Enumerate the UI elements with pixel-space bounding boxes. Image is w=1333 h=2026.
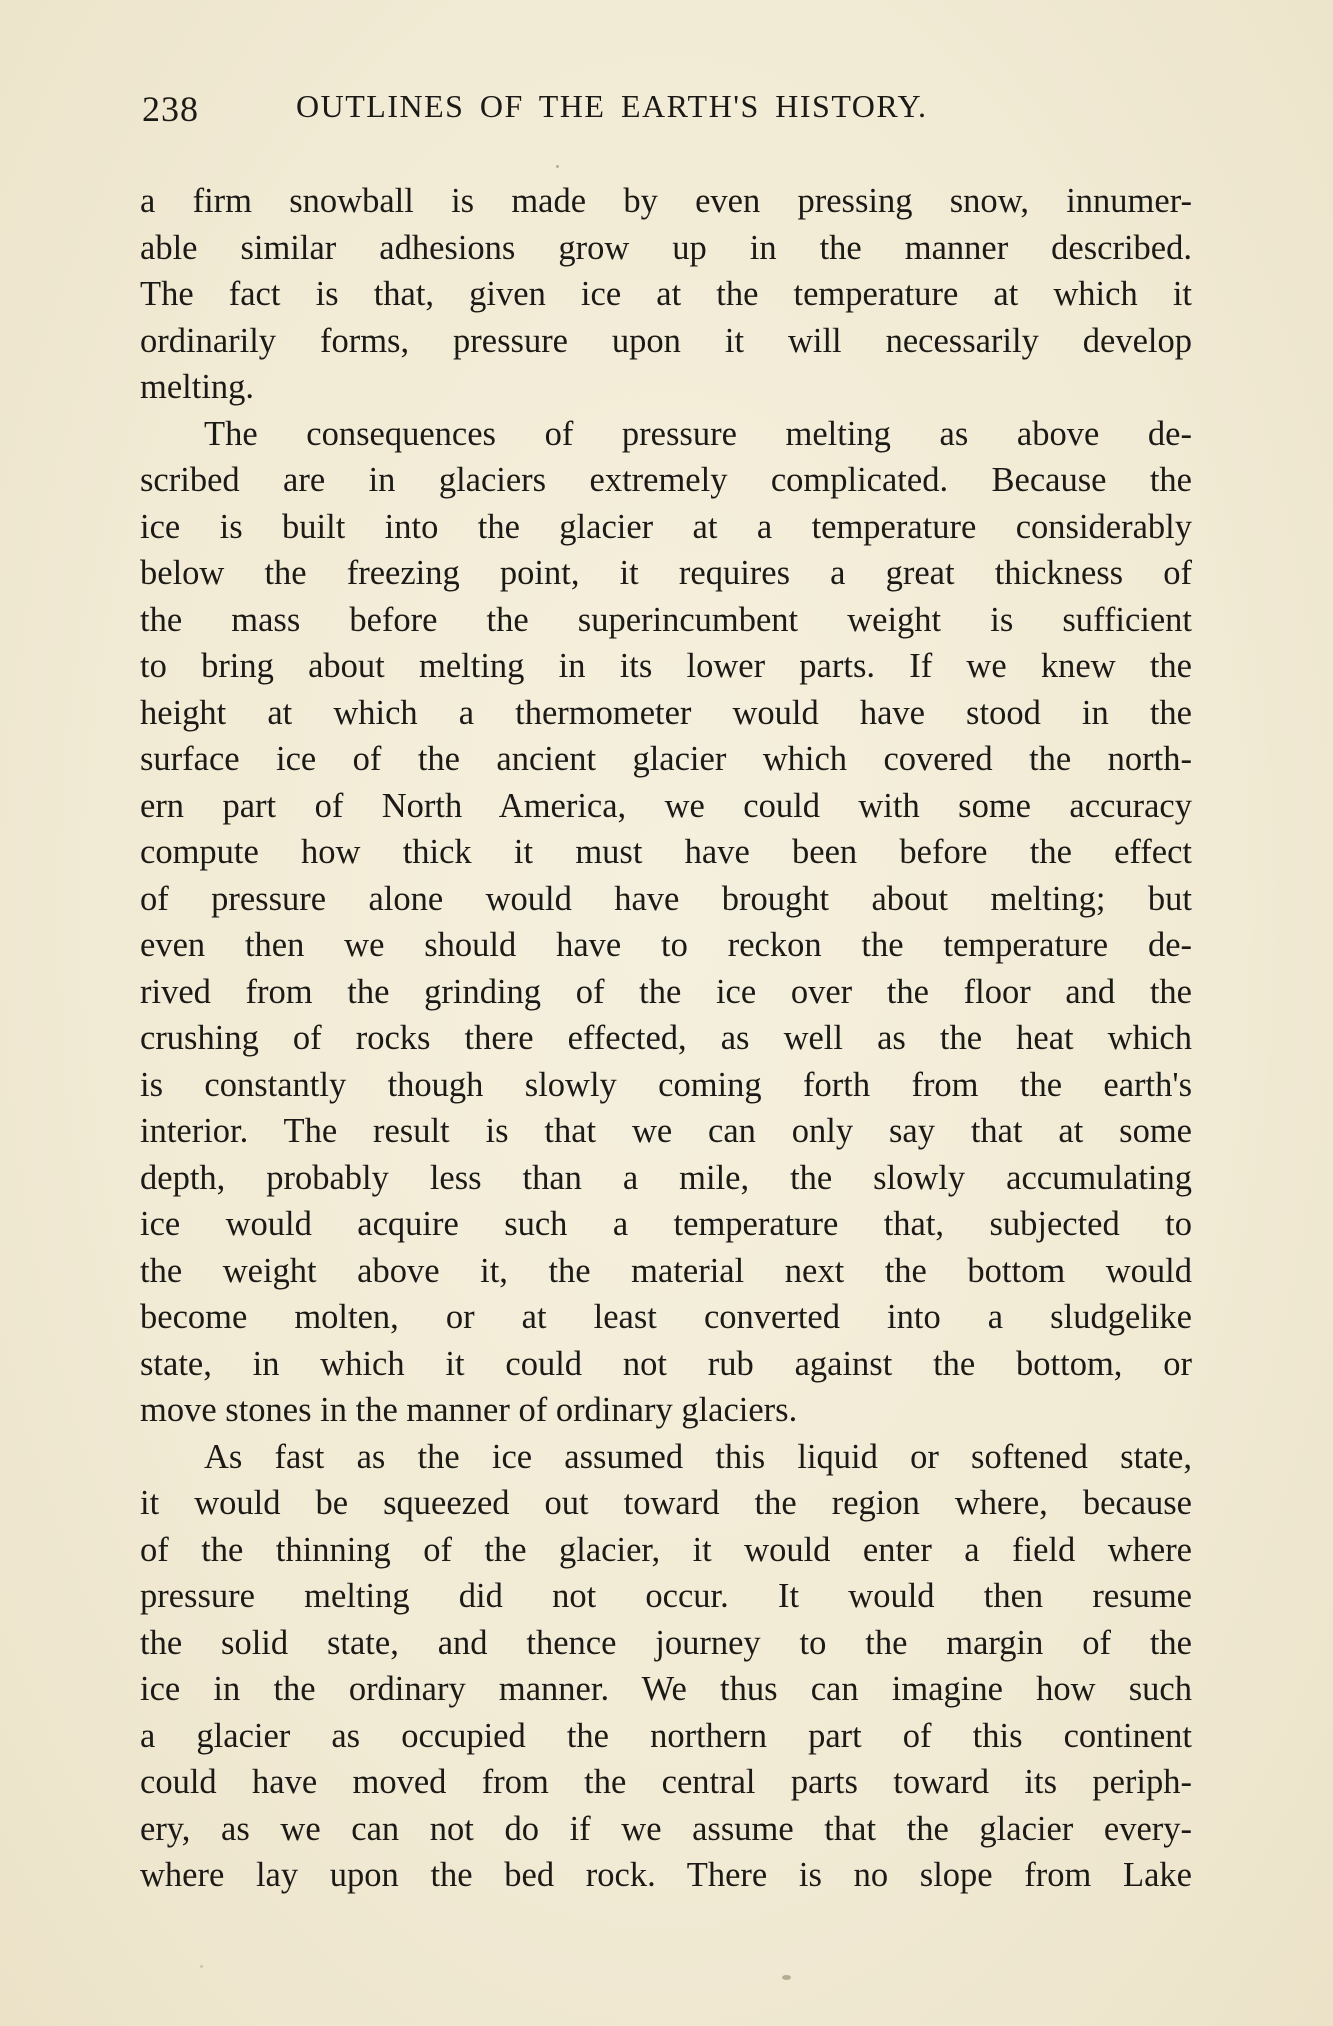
text-line: of pressure alone would have brought about melting; but [140, 879, 1192, 918]
text-line: become molten, or at least converted into a sludgelike [140, 1298, 1192, 1336]
text-line: melting. [140, 368, 255, 406]
text-line: it would be squeezed out toward the region where, because [140, 1484, 1192, 1522]
paper-speck [200, 1965, 203, 1968]
text-line: scribed are in glaciers extremely complicated. Because the [140, 461, 1192, 499]
running-head [142, 88, 1194, 138]
text-line: move stones in the manner of ordinary glaciers. [140, 1391, 798, 1429]
text-line: able similar adhesions grow up in the manner described. [140, 228, 1192, 267]
text-line: surface ice of the ancient glacier which covered the north- [140, 740, 1192, 778]
text-line: even then we should have to reckon the temperature de- [140, 926, 1192, 964]
text-line: the mass before the superincumbent weight is sufficient [140, 600, 1192, 639]
paper-speck [782, 1975, 791, 1980]
body-text [140, 178, 1192, 1899]
text-line: of the thinning of the glacier, it would enter a field where [140, 1530, 1192, 1569]
text-line: ice would acquire such a temperature that, subjected to [140, 1205, 1192, 1243]
text-line: is constantly though slowly coming forth from the earth's [140, 1065, 1192, 1104]
text-line: a firm snowball is made by even pressing snow, innumer- [140, 182, 1192, 220]
text-line: ice is built into the glacier at a temperature considerably [140, 507, 1192, 546]
text-line: height at which a thermometer would have stood in the [140, 693, 1192, 732]
text-line: below the freezing point, it requires a great thickness of [140, 554, 1192, 592]
text-line: The fact is that, given ice at the temperature at which it [140, 275, 1192, 313]
page-number: 238 [142, 89, 199, 129]
text-line: a glacier as occupied the northern part of this continent [140, 1716, 1192, 1755]
text-line: ery, as we can not do if we assume that the glacier every- [140, 1809, 1192, 1848]
text-line: depth, probably less than a mile, the slowly accumulating [140, 1158, 1192, 1197]
text-line: compute how thick it must have been before the effect [140, 833, 1192, 871]
text-line: to bring about melting in its lower parts. If we knew the [140, 647, 1192, 685]
text-line: ice in the ordinary manner. We thus can imagine how such [140, 1670, 1192, 1708]
text-line: pressure melting did not occur. It would then resume [140, 1577, 1192, 1615]
text-line: interior. The result is that we can only say that at some [140, 1112, 1192, 1150]
text-line: ordinarily forms, pressure upon it will necessarily develop [140, 321, 1192, 360]
text-line: the weight above it, the material next the bottom would [140, 1251, 1192, 1290]
text-line: where lay upon the bed rock. There is no slope from Lake [140, 1856, 1192, 1894]
text-line: ern part of North America, we could with some accuracy [140, 786, 1192, 825]
text-line: crushing of rocks there effected, as well as the heat which [140, 1019, 1192, 1057]
running-title: OUTLINES OF THE EARTH'S HISTORY. [296, 88, 928, 124]
text-line: state, in which it could not rub against the bottom, or [140, 1344, 1192, 1383]
text-line: rived from the grinding of the ice over the floor and the [140, 972, 1192, 1011]
text-line: could have moved from the central parts toward its periph- [140, 1763, 1192, 1801]
text-line: As fast as the ice assumed this liquid or softened state, [204, 1437, 1192, 1476]
text-line: the solid state, and thence journey to the margin of the [140, 1623, 1192, 1662]
paper-speck [556, 165, 559, 168]
text-line: The consequences of pressure melting as above de- [204, 414, 1192, 453]
